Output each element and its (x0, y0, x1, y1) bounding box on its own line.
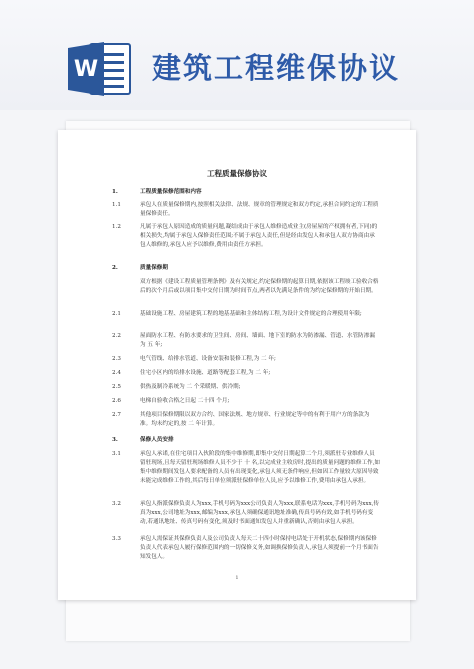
row-text: 基础设施工程、房屋建筑工程的地基基础和主体结构工程,为设计文件规定的合理使用年限; (140, 311, 362, 317)
row-text: 承包人在质量保修期内,按照相关法律、法规、规章的管理规定和双方约定,承担合同约定的工程质量保修责任。 (140, 202, 379, 217)
row-text: 工程质量保修范围和内容 (140, 189, 202, 195)
row-text: 双方根据《建设工程质量管理条例》及有关规定,约定保修期的起算日期,依据该工程竣工验收合格后的次个月后或以项目集中交付日期为时间节点,两者以先满足条件的为约定保修期的开始日期。 (140, 279, 379, 294)
row-number: 3.3 (112, 536, 121, 542)
row-text: 承包人指派保修负责人为xxx,手机号码为xxx公司负责人为xxx,联系电话为xxx,手机号码为xxx,传真为xxx,公司地址为xxx,邮编为xxx,承包人须确保通讯地址准确,传真号码有效,如手机号码有变动,若通讯地址、传真号码有变化,须及时书面通知发包人并重新确认,否则由承包人承担。 (140, 501, 380, 525)
page-number: 1 (235, 575, 239, 581)
row-number: 3.1 (112, 451, 121, 457)
row-text: 其他项目保修期限以双方合约、国家法规、地方规章、行业规定等中的有利于用户方的条款为准。均未约定的,按 二 年计算。 (140, 412, 370, 427)
row-number: 2. (112, 265, 118, 271)
row-text: 承包人承诺,在住宅项目入伙阶段的集中维修期,即集中交付日期起算二个月,须派驻专业维修人员留驻现场,且每天留驻现场维修人员不少于 十 名,以完成业主收房时,提出的质量问题的维修工作,如集中维修期间发包人要求配备的人员有出现变化,承包人须无条件响应,但如因工作量较大原因导致未能完成维修工作的,其后每日单位须派驻保修单位人员,应予以维修工作,费用由承包人承担。 (140, 451, 381, 484)
word-document-icon (68, 40, 132, 98)
row-text: 电气管线、给排水管道、设备安装和装修工程,为 二 年; (140, 356, 276, 362)
row-number: 2.2 (112, 333, 121, 339)
row-text: 质量保修期 (140, 265, 168, 271)
document-page (58, 130, 416, 600)
row-number: 2.1 (112, 311, 121, 317)
row-text: 凡属于承包人原因造成的质量问题,凝结成由于承包人维修造成业主(房屋屋的产权拥有者,下同)的相关损失,均属于承包人保修责任范围;不属于承包人责任,但是经由发包人和承包人双方协商由承包人维修的,承包人应予以维修,费用由责任方承担。 (140, 224, 378, 248)
banner-title: 建筑工程维保协议 (152, 51, 401, 85)
row-number: 3. (112, 437, 118, 443)
row-text: 承包人需保证其保修负责人及公司负责人每天二十四小时保持电话处于开机状态,保修期内该保修负责人代表承包人履行保修范围内的一切保修义务,如调换保修负责人,承包人须提前一个月书面告知发包人。 (140, 536, 379, 560)
row-text: 保修人员安排 (140, 437, 174, 443)
row-number: 1.1 (112, 202, 121, 208)
row-number: 2.5 (112, 384, 121, 390)
row-number: 1.2 (112, 224, 121, 230)
row-number: 2.6 (112, 398, 121, 404)
row-text: 供热及制冷系统为 二 个采暖期、供冷期; (140, 384, 241, 390)
row-number: 1. (112, 189, 118, 195)
word-letter: W (73, 57, 99, 82)
row-number: 2.7 (112, 412, 121, 418)
row-number: 2.3 (112, 356, 121, 362)
document-title: 工程质量保修协议 (207, 169, 267, 178)
row-text: 电梯自验收合格之日起 二十四 个月; (140, 398, 230, 404)
row-text: 屋面防水工程、有防水要求的卫生间、房间、墙面、地下室的防水为防渗漏、管道、水管防渗漏为 五 年; (140, 333, 375, 348)
row-text: 住宅小区内的给排水设施、道路等配套工程,为 二 年; (140, 370, 271, 376)
row-number: 2.4 (112, 370, 121, 376)
row-number: 3.2 (112, 501, 121, 507)
banner (0, 0, 474, 110)
